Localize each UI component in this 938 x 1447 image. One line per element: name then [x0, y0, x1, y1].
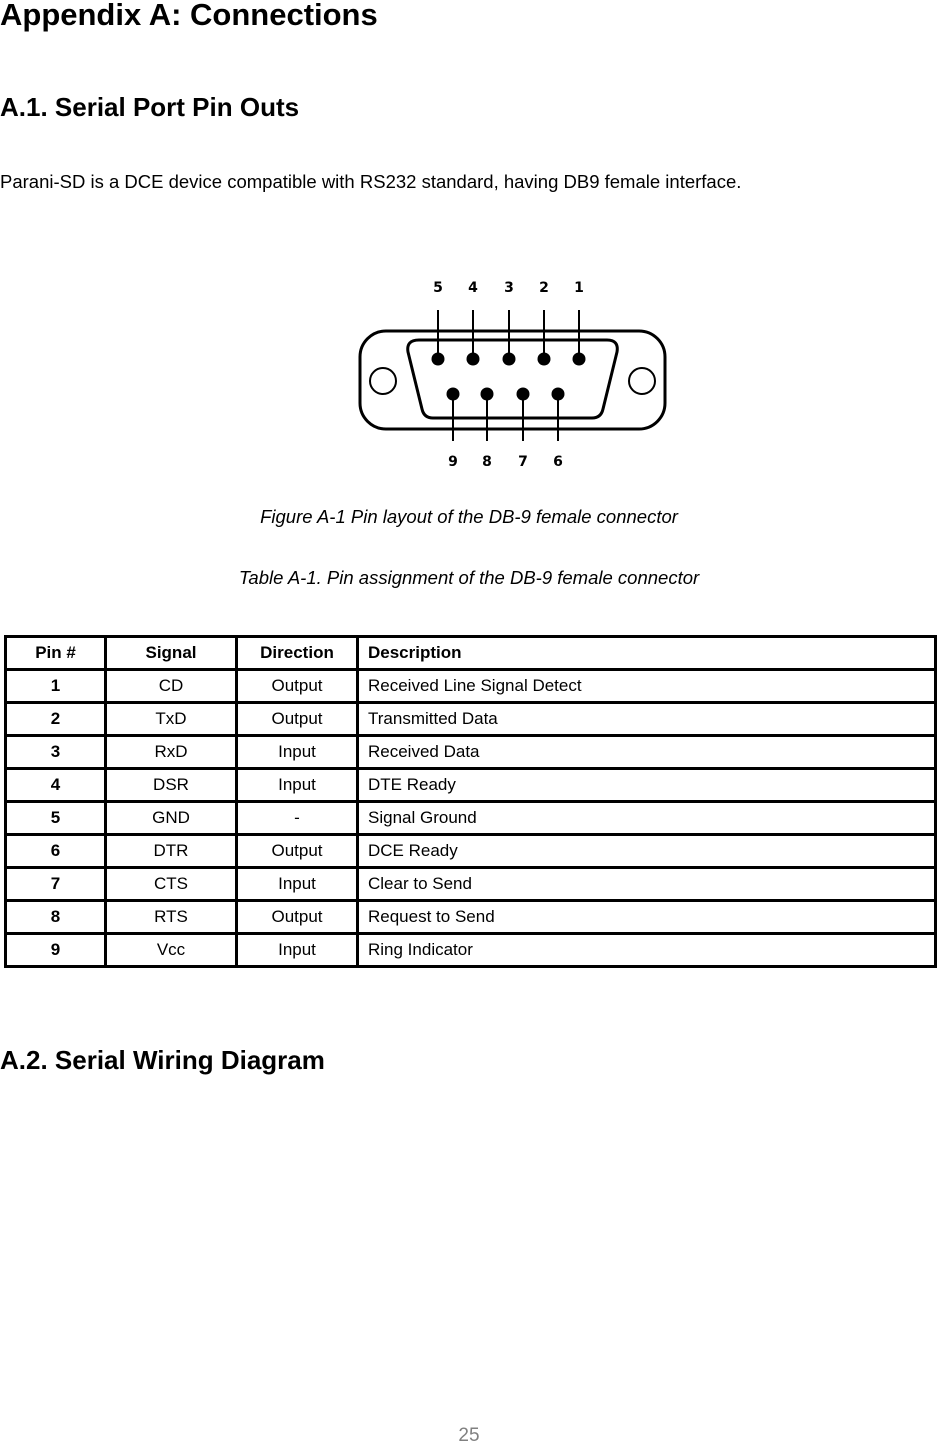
section-heading-serial-wiring-diagram: A.2. Serial Wiring Diagram [0, 1045, 325, 1075]
pin-cell: 1 [6, 670, 106, 703]
description-cell: DCE Ready [358, 835, 936, 868]
column-header-signal: Signal [106, 637, 237, 670]
connector-shell [360, 331, 665, 429]
description-cell: Received Line Signal Detect [358, 670, 936, 703]
table-row [6, 703, 936, 736]
description-cell: DTE Ready [358, 769, 936, 802]
connector-insert [408, 340, 618, 418]
column-header-description: Description [358, 637, 936, 670]
intro-paragraph: Parani-SD is a DCE device compatible with RS232 standard, having DB9 female interface. [0, 171, 742, 192]
signal-cell: GND [106, 802, 237, 835]
signal-cell: RTS [106, 901, 237, 934]
direction-cell: Input [237, 934, 358, 967]
pin-cell: 4 [6, 769, 106, 802]
table-row [6, 670, 936, 703]
section-heading-serial-pin-outs: A.1. Serial Port Pin Outs [0, 92, 300, 122]
direction-cell: Input [237, 736, 358, 769]
description-cell: Transmitted Data [358, 703, 936, 736]
pin-6 [552, 388, 565, 401]
table-row [6, 769, 936, 802]
description-cell: Ring Indicator [358, 934, 936, 967]
pin-label: 9 [448, 454, 458, 470]
table-row [6, 736, 936, 769]
description-cell: Request to Send [358, 901, 936, 934]
pin-7 [517, 388, 530, 401]
pin-cell: 6 [6, 835, 106, 868]
table-header-row [6, 637, 936, 670]
pin-2 [538, 353, 551, 366]
table-row [6, 901, 936, 934]
page-title: Appendix A: Connections [0, 0, 378, 32]
pin-5 [432, 353, 445, 366]
direction-cell: - [237, 802, 358, 835]
table-row [6, 934, 936, 967]
pin-label: 4 [468, 280, 478, 296]
description-cell: Received Data [358, 736, 936, 769]
pin-cell: 5 [6, 802, 106, 835]
column-header-pin: Pin # [6, 637, 106, 670]
direction-cell: Output [237, 703, 358, 736]
mounting-hole-right [629, 368, 655, 394]
pin-3 [503, 353, 516, 366]
pin-cell: 9 [6, 934, 106, 967]
table-row [6, 802, 936, 835]
pin-cell: 2 [6, 703, 106, 736]
direction-cell: Output [237, 901, 358, 934]
pin-cell: 3 [6, 736, 106, 769]
pin-label: 6 [553, 454, 563, 470]
direction-cell: Input [237, 769, 358, 802]
pin-label: 1 [574, 280, 584, 296]
signal-cell: DTR [106, 835, 237, 868]
direction-cell: Output [237, 670, 358, 703]
signal-cell: CD [106, 670, 237, 703]
mounting-hole-left [370, 368, 396, 394]
pin-4 [467, 353, 480, 366]
pin-cell: 7 [6, 868, 106, 901]
pin-label: 8 [482, 454, 492, 470]
pin-8 [481, 388, 494, 401]
signal-cell: TxD [106, 703, 237, 736]
direction-cell: Output [237, 835, 358, 868]
signal-cell: CTS [106, 868, 237, 901]
column-header-direction: Direction [237, 637, 358, 670]
signal-cell: DSR [106, 769, 237, 802]
table-caption: Table A-1. Pin assignment of the DB-9 female connector [238, 567, 700, 588]
table-row [6, 868, 936, 901]
page-number: 25 [458, 1425, 480, 1446]
pin-label: 3 [504, 280, 514, 296]
signal-cell: Vcc [106, 934, 237, 967]
table-row [6, 835, 936, 868]
pin-cell: 8 [6, 901, 106, 934]
pin-label: 2 [539, 280, 549, 296]
db9-connector-diagram [355, 273, 671, 473]
description-cell: Signal Ground [358, 802, 936, 835]
signal-cell: RxD [106, 736, 237, 769]
pin-label: 5 [433, 280, 443, 296]
direction-cell: Input [237, 868, 358, 901]
figure-caption: Figure A-1 Pin layout of the DB-9 female connector [260, 506, 678, 527]
pin-label: 7 [518, 454, 528, 470]
pin-9 [447, 388, 460, 401]
pin-assignment-table [4, 635, 937, 968]
pin-1 [573, 353, 586, 366]
description-cell: Clear to Send [358, 868, 936, 901]
